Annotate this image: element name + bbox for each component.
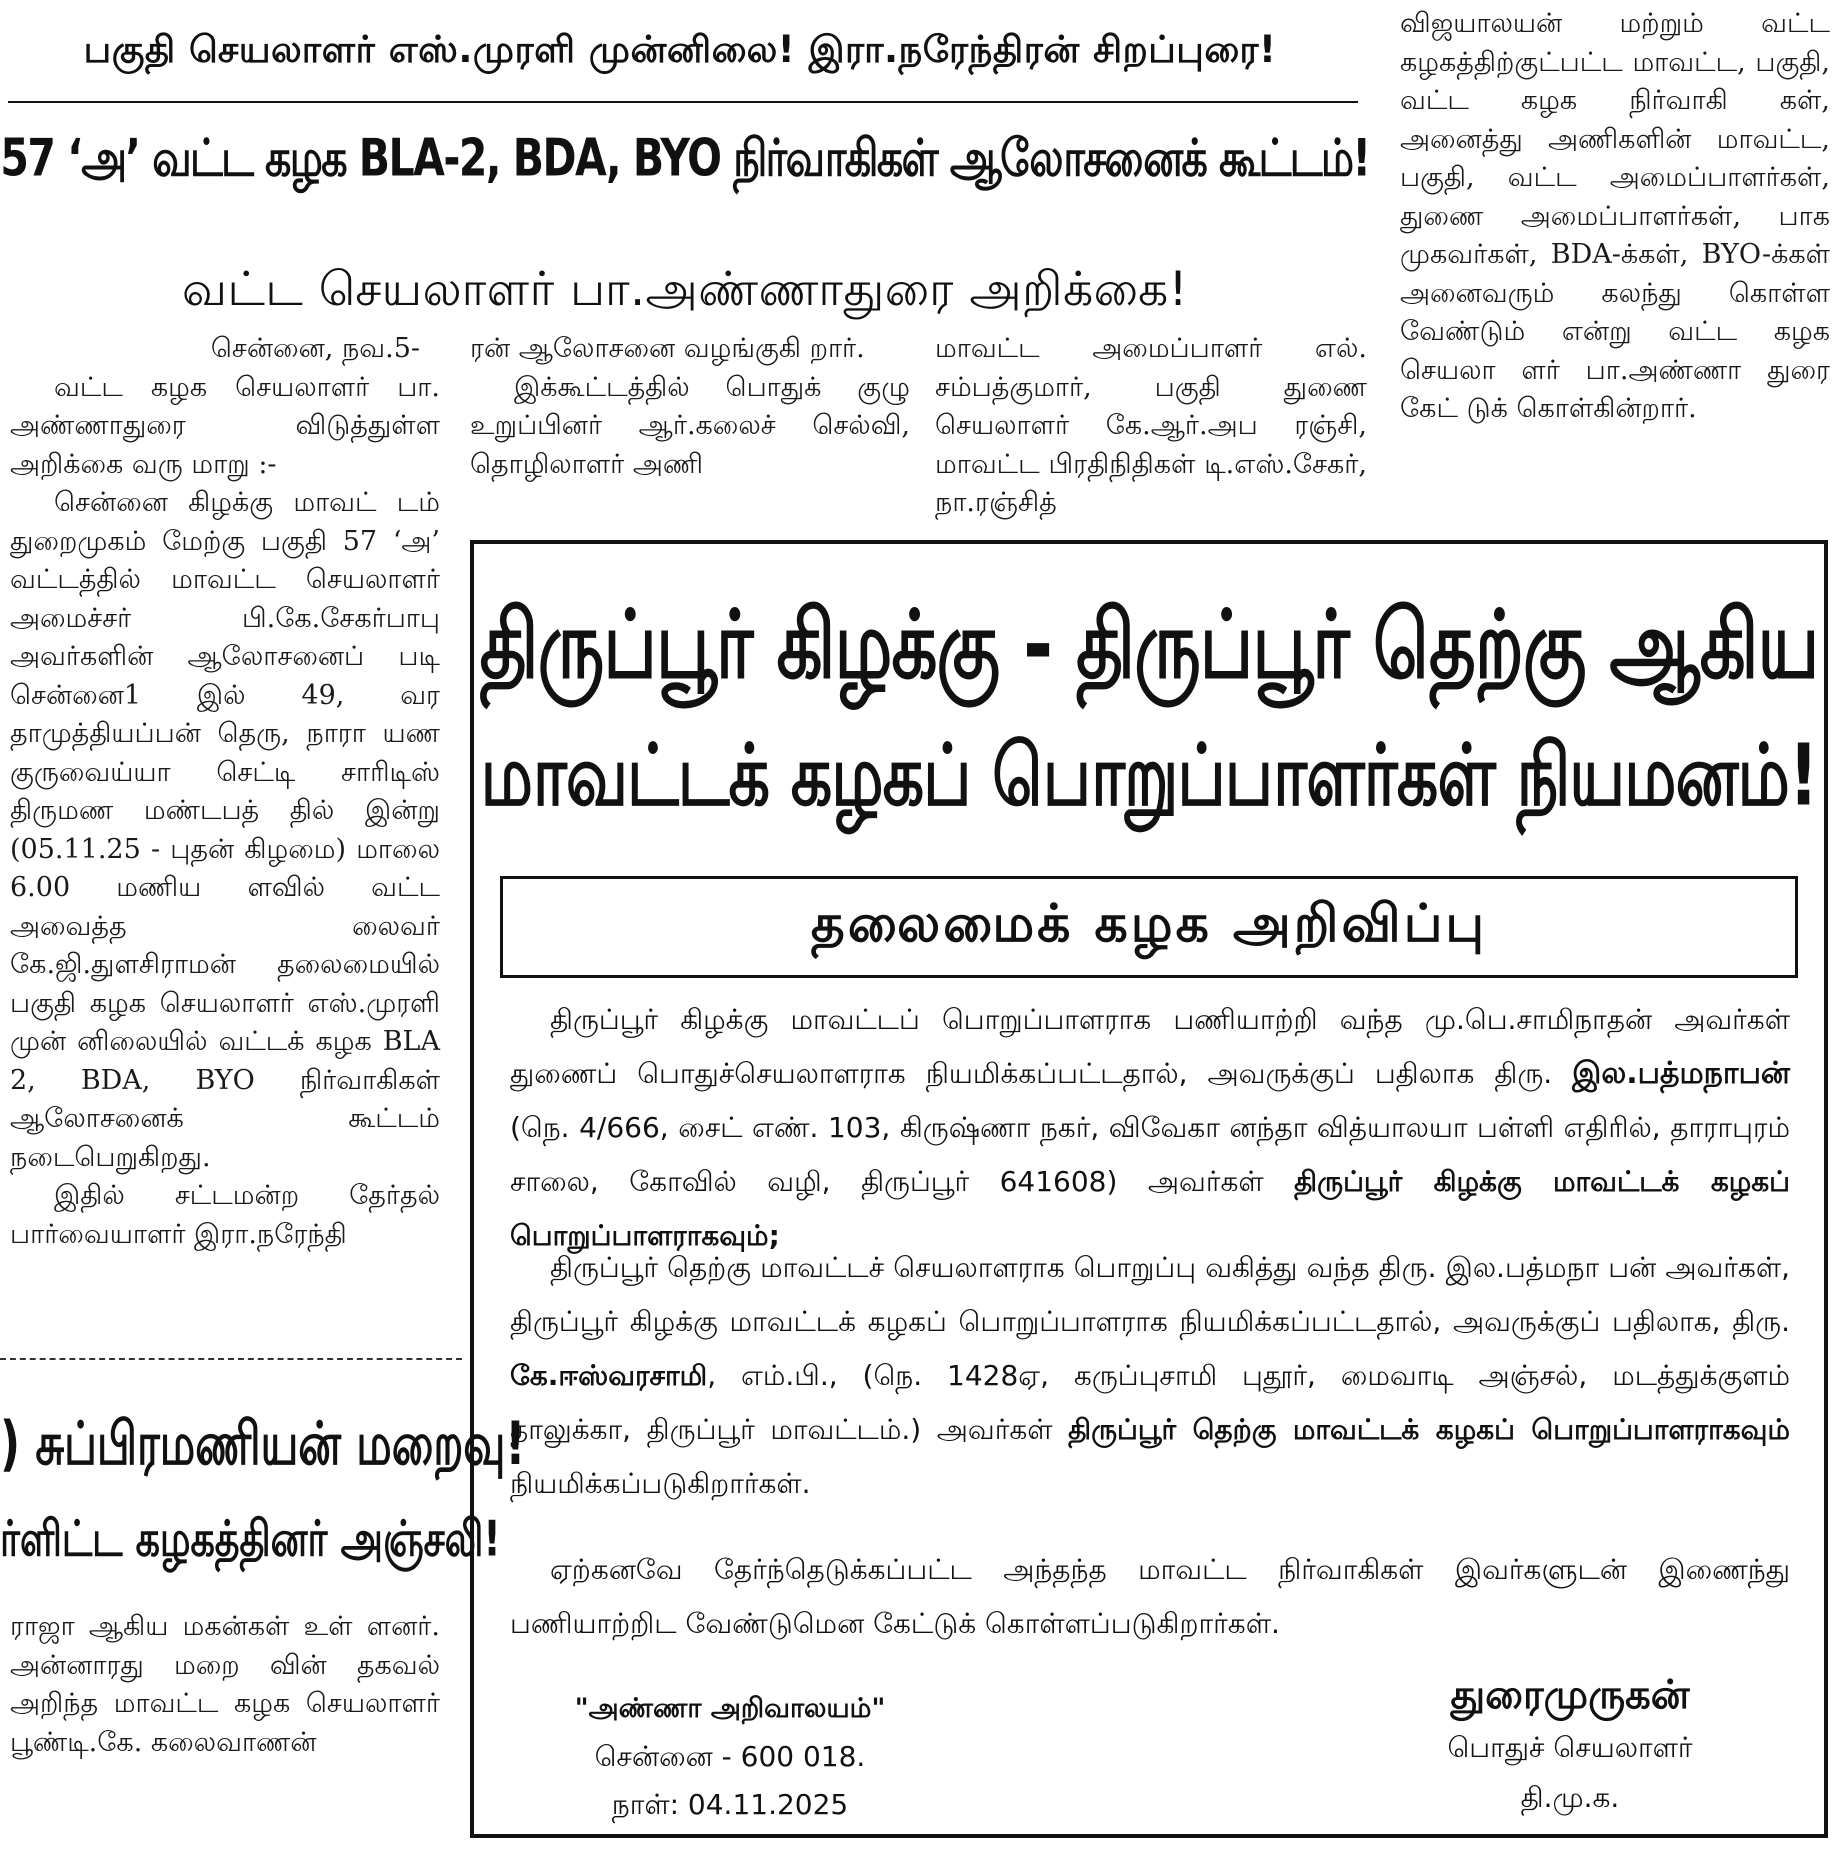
appointee-role: திருப்பூர் கிழக்கு மாவட்டக் கழகப் பொறுப்பாளராகவும்; [510,1165,1791,1252]
article-column-1 [10,330,440,1254]
obituary-column [10,1608,440,1762]
story-divider [0,1358,462,1360]
appointee-name: இல.பத்மநாபன் [1572,1056,1790,1091]
story-kicker: பகுதி செயலாளர் எஸ்.முரளி முன்னிலை! இரா.நரேந்திரன் சிறப்புரை! [83,28,1277,71]
paragraph: இதில் சட்டமன்ற தேர்தல் பார்வையாளர் இரா.நரேந்தி [10,1180,440,1250]
paragraph: சென்னை கிழக்கு மாவட் டம் துறைமுகம் மேற்கு பகுதி 57 ‘அ’ வட்டத்தில் மாவட்ட செயலாளர் அமைச்சர் பி.கே.சேகர்பாபு அவர்களின் ஆலோசனைப் படி சென்னை1 இல் 49, வர தாமுத்தியப்பன் தெரு, நாரா யண குருவைய்யா செட்டி சாரிடிஸ் திருமண மண்டபத் தில் இன்று (05.11.25 - புதன் கிழமை) மாலை 6.00 மணிய ளவில் வட்ட அவைத்த லைவர் கே.ஜி.துளசிராமன் தலைமையில் பகுதி கழக செயலாளர் எஸ்.முரளி முன் னிலையில் வட்டக் கழக BLA 2, BDA, BYO நிர்வாகிகள் ஆலோசனைக் கூட்டம் நடைபெறுகிறது. [10,487,440,1173]
obituary-subhead: ர்ளிட்ட கழகத்தினர் அஞ்சலி! [0,1510,501,1568]
article-column-3 [935,330,1367,523]
signature-block [1380,1667,1760,1823]
paragraph: இக்கூட்டத்தில் பொதுக் குழு உறுப்பினர் ஆர்.கலைச் செல்வி, தொழிலாளர் அணி [470,371,910,480]
paragraph: ராஜா ஆகிய மகன்கள் உள் ளனர். அன்னாரது மறை வின் தகவல் அறிந்த மாவட்ட கழக செயலாளர் பூண்டி.கே. கலைவாணன் [10,1611,440,1758]
notice-address [520,1685,940,1829]
notice-headline-line1: திருப்பூர் கிழக்கு - திருப்பூர் தெற்கு ஆகிய [479,590,1819,700]
article-column-2 [470,330,910,484]
kicker-divider [8,101,1358,103]
appointee-role: திருப்பூர் தெற்கு மாவட்டக் கழகப் பொறுப்பாளராகவும் [1068,1413,1790,1446]
paragraph: ரன் ஆலோசனை வழங்குகி றார். [470,333,865,364]
paragraph: மாவட்ட அமைப்பாளர் எல். சம்பத்குமார், பகுதி துணை செயலாளர் கே.ஆர்.அப ரஞ்சி, மாவட்ட பிரதிநிதிகள் டி.எஸ்.சேகர், நா.ரஞ்சித் [935,333,1367,518]
paragraph: விஜயாலயன் மற்றும் வட்ட கழகத்திற்குட்பட்ட மாவட்ட, பகுதி, வட்ட கழக நிர்வாகி கள், அனைத்து அணிகளின் மாவட்ட, பகுதி, வட்ட அமைப்பாளர்கள், துணை அமைப்பாளர்கள், பாக முகவர்கள், BDA-க்கள், BYO-க்கள் அனைவரும் கலந்து கொள்ள வேண்டும் என்று வட்ட கழக செயலா ளர் பா.அண்ணா துரை கேட் டுக் கொள்கின்றார். [1400,8,1830,424]
appointee-name: கே.ஈஸ்வரசாமி [510,1359,708,1392]
address-line: "அண்ணா அறிவாலயம்" [574,1693,886,1724]
notice-paragraph-1: திருப்பூர் கிழக்கு மாவட்டப் பொறுப்பாளராக பணியாற்றி வந்த மு.பெ.சாமிநாதன் அவர்கள் துணைப் பொதுச்செயலாளராக நியமிக்கப்பட்டதால், அவருக்குப் பதிலாக திரு. இல.பத்மநாபன் (நெ. 4/666, சைட் எண். 103, கிருஷ்ணா நகர், விவேகா னந்தா வித்யாலயா பள்ளி எதிரில், தாராபுரம் சாலை, கோவில் வழி, திருப்பூர் 641608) அவர்கள் திருப்பூர் கிழக்கு மாவட்டக் கழகப் பொறுப்பாளராகவும்; [510,1003,1791,1252]
notice-headline-line2: மாவட்டக் கழகப் பொறுப்பாளர்கள் நியமனம்! [480,728,1818,826]
signatory-name: துரைமுருகன் [1450,1672,1690,1718]
notice-title: தலைமைக் கழக அறிவிப்பு [810,894,1488,954]
notice-paragraph-2: திருப்பூர் தெற்கு மாவட்டச் செயலாளராக பொறுப்பு வகித்து வந்த திரு. இல.பத்மநா பன் அவர்கள், திருப்பூர் கிழக்கு மாவட்டக் கழகப் பொறுப்பாளராக நியமிக்கப்பட்டதால், அவருக்குப் பதிலாக, திரு. கே.ஈஸ்வரசாமி, எம்.பி., (நெ. 1428ஏ, கருப்புசாமி புதூர், மைவாடி அஞ்சல், மடத்துக்குளம் தாலுக்கா, திருப்பூர் மாவட்டம்.) அவர்கள் திருப்பூர் தெற்கு மாவட்டக் கழகப் பொறுப்பாளராகவும் நியமிக்கப்படுகிறார்கள். [510,1251,1790,1500]
article-column-4 [1400,5,1830,429]
notice-paragraph-3: ஏற்கனவே தேர்ந்தெடுக்கப்பட்ட அந்தந்த மாவட்ட நிர்வாகிகள் இவர்களுடன் இணைந்து பணியாற்றிட வேண்டுமென கேட்டுக் கொள்ளப்படுகிறார்கள். [510,1553,1790,1640]
signatory-title: பொதுச் செயலாளர் [1447,1731,1693,1764]
obituary-headline: ) சுப்பிரமணியன் மறைவு! [0,1410,526,1479]
story-headline: 57 ‘அ’ வட்ட கழக BLA-2, BDA, BYO நிர்வாகிகள் ஆலோசனைக் கூட்டம்! [0,128,1370,188]
story-subhead: வட்ட செயலாளர் பா.அண்ணாதுரை அறிக்கை! [181,262,1189,317]
signatory-party: தி.மு.க. [1520,1781,1620,1814]
dateline: சென்னை, நவ.5- [210,333,420,364]
paragraph: வட்ட கழக செயலாளர் பா. அண்ணாதுரை விடுத்துள்ள அறிக்கை வரு மாறு :- [10,371,440,480]
address-line: சென்னை - 600 018. [594,1740,866,1773]
notice-date: நாள்: 04.11.2025 [611,1788,849,1821]
